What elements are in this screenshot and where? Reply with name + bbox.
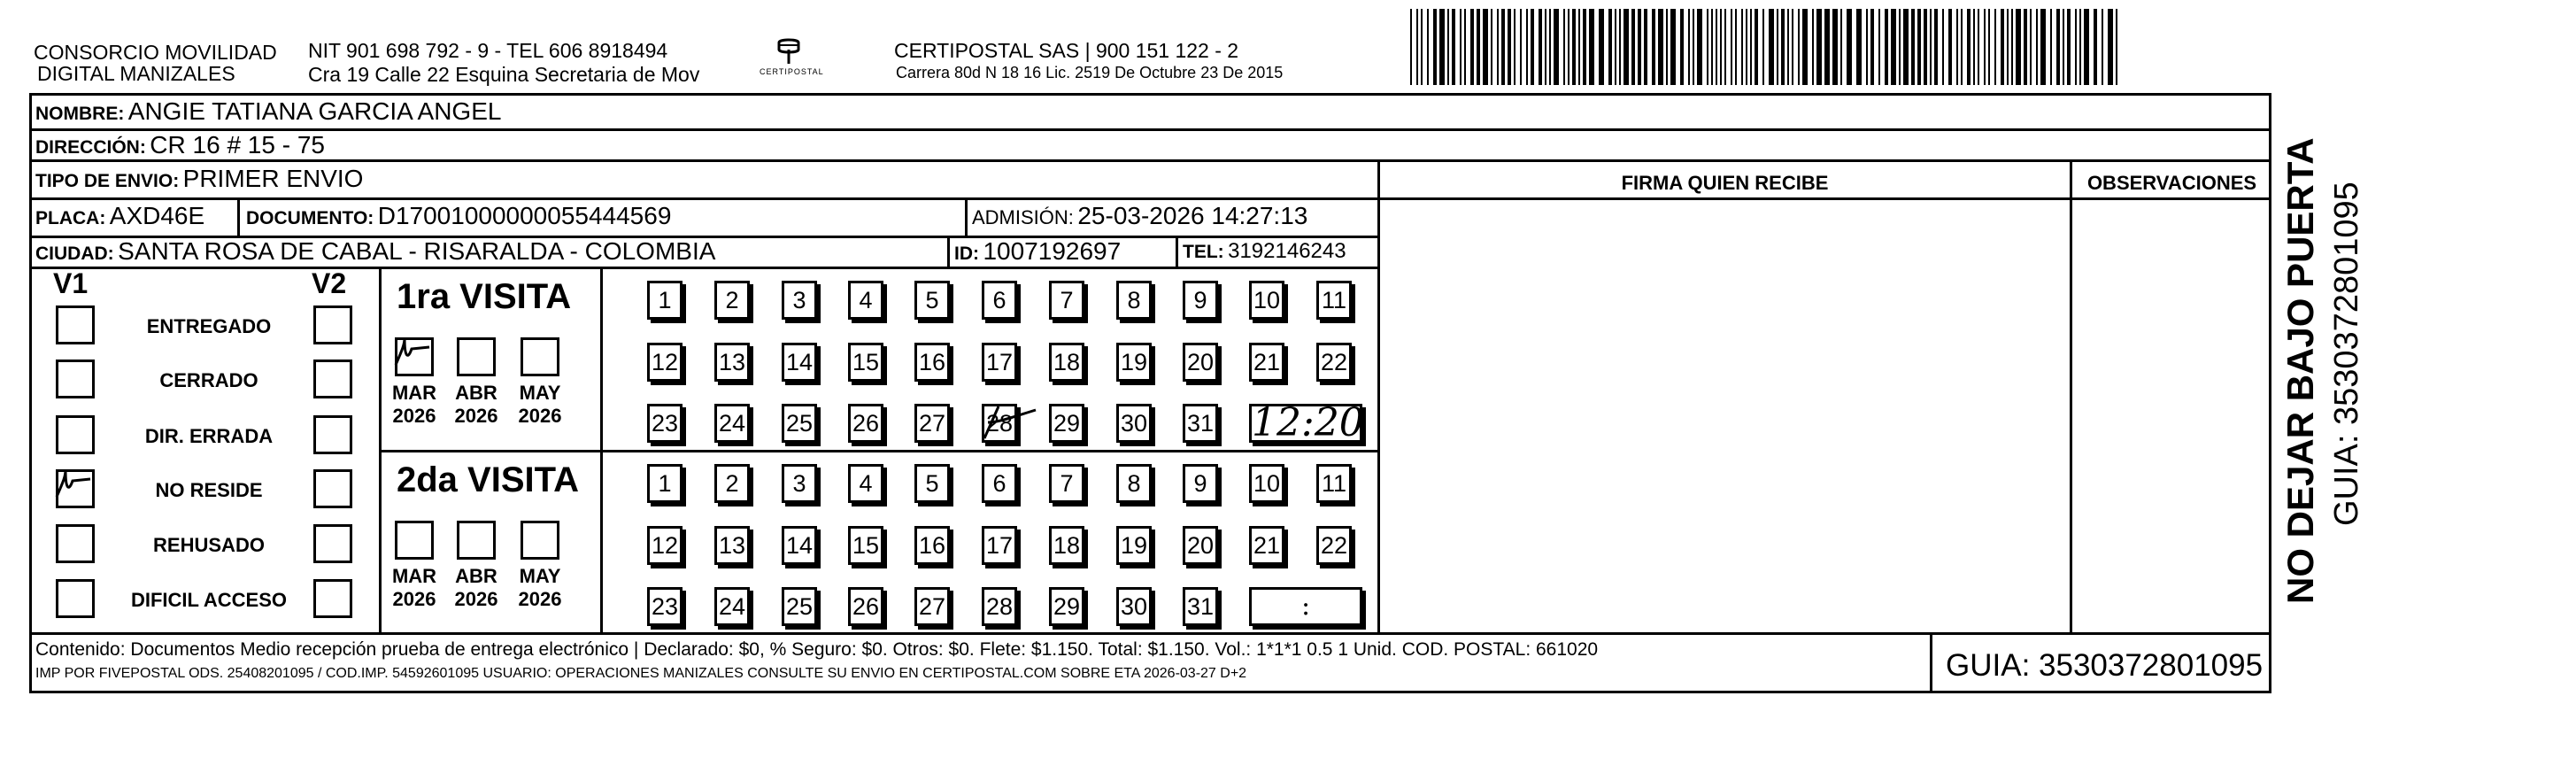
barcode-bar: [1514, 9, 1516, 85]
nombre-label: NOMBRE:: [35, 104, 125, 124]
barcode-bar: [1750, 9, 1752, 85]
barcode-bar: [1707, 9, 1708, 85]
barcode-bar: [1652, 9, 1655, 85]
v2-checkbox[interactable]: [313, 469, 352, 508]
month-checkbox[interactable]: [457, 337, 496, 376]
barcode-bar: [1741, 9, 1743, 85]
barcode-bar: [2050, 9, 2052, 85]
day-box[interactable]: 12: [647, 526, 683, 565]
day-box[interactable]: 7: [1049, 464, 1084, 503]
barcode-bar: [2075, 9, 2077, 85]
barcode-bar: [2079, 9, 2081, 85]
barcode-bar: [2102, 9, 2103, 85]
id-field: [954, 239, 1121, 264]
tipo-envio-label: TIPO DE ENVIO:: [35, 171, 180, 191]
courier-line2: Carrera 80d N 18 16 Lic. 2519 De Octubre 23 De 2015: [896, 64, 1284, 81]
barcode-bar: [1755, 9, 1758, 85]
barcode-bar: [2040, 9, 2046, 85]
status-option-label: NO RESIDE: [155, 479, 263, 501]
ciudad-label: CIUDAD:: [35, 244, 114, 264]
day-box[interactable]: 4: [848, 281, 883, 320]
tel-field: [1183, 241, 1346, 262]
v1-checkbox[interactable]: [56, 579, 95, 618]
barcode-bar: [1720, 9, 1722, 85]
barcode-bar: [1520, 9, 1522, 85]
month-label: [450, 382, 503, 428]
day-box[interactable]: 9: [1183, 281, 1218, 320]
barcode-bar: [1452, 9, 1455, 85]
nit-line: NIT 901 698 792 - 9 - TEL 606 8918494: [308, 39, 668, 62]
time-box[interactable]: 12:20: [1249, 404, 1362, 443]
barcode-bar: [1812, 9, 1814, 85]
footer-guia: GUIA: 3530372801095: [1946, 648, 2264, 683]
company-name-line2: DIGITAL MANIZALES: [37, 62, 235, 85]
barcode-bar: [1477, 9, 1480, 85]
barcode-bar: [1539, 9, 1542, 85]
barcode-bar: [1608, 9, 1612, 85]
day-box[interactable]: 31: [1183, 404, 1218, 443]
day-box[interactable]: 15: [848, 343, 883, 382]
barcode-bar: [1911, 9, 1915, 85]
day-box[interactable]: 26: [848, 587, 883, 626]
day-box[interactable]: 1: [647, 464, 683, 503]
barcode-bar: [1666, 9, 1668, 85]
day-box[interactable]: 4: [848, 464, 883, 503]
v2-checkbox[interactable]: [313, 579, 352, 618]
v1-checkbox[interactable]: [56, 415, 95, 454]
barcode-bar: [2001, 9, 2004, 85]
barcode-bar: [1615, 9, 1616, 85]
day-box[interactable]: 6: [982, 281, 1017, 320]
day-box[interactable]: 22: [1316, 343, 1352, 382]
barcode-bar: [2011, 9, 2013, 85]
day-box[interactable]: 26: [848, 404, 883, 443]
day-box[interactable]: 25: [782, 404, 817, 443]
observaciones-header: OBSERVACIONES: [2086, 172, 2257, 194]
barcode-bar: [1623, 9, 1629, 85]
barcode-bar: [1589, 9, 1594, 85]
day-box[interactable]: 1: [647, 281, 683, 320]
barcode-bar: [2094, 9, 2097, 85]
imp-line: IMP POR FIVEPOSTAL ODS. 25408201095 / COD.IMP. 54592601095 USUARIO: OPERACIONES MANIZALES CONSULTE SU ENVIO EN CERTIPOSTAL.COM SOBRE ETA 2026-03-27 D+2: [35, 666, 1247, 681]
day-box[interactable]: 14: [782, 343, 817, 382]
v2-header: V2: [312, 267, 347, 299]
barcode-bar: [1891, 9, 1896, 85]
day-box[interactable]: 5: [914, 464, 950, 503]
day-box[interactable]: 16: [914, 343, 950, 382]
ciudad-field: [35, 239, 715, 264]
day-box[interactable]: 18: [1049, 343, 1084, 382]
logo-text: CERTIPOSTAL: [760, 67, 824, 76]
day-box[interactable]: 21: [1249, 343, 1284, 382]
day-box[interactable]: 12: [647, 343, 683, 382]
side-guia: GUIA: 3530372801095: [2328, 182, 2365, 526]
barcode-bar: [1934, 9, 1938, 85]
month-label: [513, 565, 567, 611]
barcode-bar: [1792, 9, 1793, 85]
month-name: MAR: [391, 565, 437, 587]
barcode-bar: [1802, 9, 1808, 85]
barcode-bar: [2116, 9, 2117, 85]
admision-field: [972, 204, 1307, 228]
day-box[interactable]: 22: [1316, 526, 1352, 565]
no-dejar-bajo-puerta: NO DEJAR BAJO PUERTA: [2279, 137, 2321, 604]
month-year: 2026: [392, 588, 436, 610]
barcode-bar: [1978, 9, 1979, 85]
id-value: 1007192697: [983, 237, 1122, 265]
day-box[interactable]: 10: [1249, 281, 1284, 320]
barcode-bar: [1693, 9, 1694, 85]
barcode-bar: [1832, 9, 1838, 85]
day-box[interactable]: 27: [914, 587, 950, 626]
direccion-value: CR 16 # 15 - 75: [150, 131, 325, 159]
barcode-bar: [1427, 9, 1429, 85]
month-name: ABR: [455, 565, 497, 587]
barcode-bar: [1967, 9, 1971, 85]
barcode-bar: [1501, 9, 1505, 85]
day-box[interactable]: 20: [1183, 526, 1218, 565]
day-box[interactable]: 5: [914, 281, 950, 320]
id-label: ID:: [954, 244, 979, 264]
v1-checkbox[interactable]: [56, 360, 95, 398]
v2-checkbox[interactable]: [313, 360, 352, 398]
barcode-bar: [1549, 9, 1551, 85]
barcode-bar: [1508, 9, 1511, 85]
barcode-bar: [2108, 9, 2113, 85]
barcode-bar: [1583, 9, 1586, 85]
barcode-bar: [1994, 9, 1996, 85]
barcode-bar: [2056, 9, 2060, 85]
barcode-bar: [1526, 9, 1528, 85]
barcode-bar: [1847, 9, 1852, 85]
day-box[interactable]: 28: [982, 404, 1017, 443]
v1-checkbox[interactable]: [56, 305, 95, 344]
barcode-bar: [1460, 9, 1462, 85]
barcode-bar: [1917, 9, 1921, 85]
day-box[interactable]: 30: [1116, 587, 1152, 626]
barcode-bar: [1619, 9, 1621, 85]
time-box[interactable]: :: [1249, 587, 1362, 626]
barcode-bar: [1735, 9, 1737, 85]
barcode-bar: [1554, 9, 1559, 85]
day-box[interactable]: 11: [1316, 281, 1352, 320]
barcode-bar: [1568, 9, 1570, 85]
day-box[interactable]: 13: [714, 343, 750, 382]
barcode-bar: [1433, 9, 1437, 85]
barcode-bar: [1878, 9, 1880, 85]
admision-label: ADMISIÓN:: [972, 206, 1074, 228]
tipo-envio-field: [35, 166, 363, 191]
v1-checkbox[interactable]: [56, 524, 95, 563]
barcode-bar: [1798, 9, 1800, 85]
month-label: [450, 565, 503, 611]
visit-title: 2da VISITA: [397, 460, 579, 499]
barcode-bar: [1464, 9, 1466, 85]
barcode-bar: [1638, 9, 1641, 85]
nombre-value: ANGIE TATIANA GARCIA ANGEL: [127, 97, 502, 125]
barcode-bar: [2036, 9, 2038, 85]
barcode-bar: [1545, 9, 1546, 85]
barcode-bar: [2024, 9, 2027, 85]
barcode-bar: [1599, 9, 1604, 85]
day-box[interactable]: 17: [982, 526, 1017, 565]
month-checkbox[interactable]: [395, 521, 434, 560]
barcode-bar: [1572, 9, 1576, 85]
barcode-bar: [1563, 9, 1565, 85]
barcode-bar: [1578, 9, 1580, 85]
company-address-line: Cra 19 Calle 22 Esquina Secretaria de Mov: [308, 63, 700, 86]
month-checkbox[interactable]: [521, 337, 559, 376]
status-option-label: DIR. ERRADA: [144, 425, 274, 447]
barcode-bar: [1903, 9, 1909, 85]
barcode-bar: [1824, 9, 1830, 85]
month-year: 2026: [518, 588, 562, 610]
firma-header: FIRMA QUIEN RECIBE: [1621, 172, 1829, 194]
day-box[interactable]: 15: [848, 526, 883, 565]
barcode-bar: [1644, 9, 1647, 85]
barcode-bar: [1670, 9, 1676, 85]
barcode-bar: [2063, 9, 2064, 85]
month-year: 2026: [454, 588, 498, 610]
barcode-bar: [1658, 9, 1663, 85]
company-name-line1: CONSORCIO MOVILIDAD: [34, 41, 277, 64]
day-box[interactable]: 29: [1049, 404, 1084, 443]
barcode-bar: [1870, 9, 1874, 85]
barcode-bar: [1697, 9, 1702, 85]
day-box[interactable]: 27: [914, 404, 950, 443]
barcode-bar: [1483, 9, 1488, 85]
check-mark-icon: [53, 465, 94, 506]
admision-value: 25-03-2026 14:27:13: [1077, 202, 1308, 229]
v2-checkbox[interactable]: [313, 415, 352, 454]
barcode-bar: [1724, 9, 1726, 85]
barcode-bar: [1711, 9, 1713, 85]
month-name: ABR: [455, 382, 497, 404]
barcode-bar: [1470, 9, 1474, 85]
barcode-bar: [2084, 9, 2089, 85]
barcode-bar: [1531, 9, 1534, 85]
documento-value: D17001000000055444569: [377, 202, 672, 229]
ciudad-value: SANTA ROSA DE CABAL - RISARALDA - COLOMBIA: [118, 237, 716, 265]
documento-label: DOCUMENTO:: [246, 208, 374, 228]
barcode-bar: [1924, 9, 1927, 85]
barcode-bar: [1416, 9, 1418, 85]
day-box[interactable]: 10: [1249, 464, 1284, 503]
tel-label: TEL:: [1183, 242, 1224, 262]
check-mark-icon: [392, 333, 433, 374]
barcode-bar: [1421, 9, 1423, 85]
barcode-bar: [2016, 9, 2021, 85]
certipostal-logo-icon: [758, 37, 820, 83]
day-box[interactable]: 3: [782, 281, 817, 320]
day-box[interactable]: 23: [647, 587, 683, 626]
month-year: 2026: [518, 405, 562, 427]
barcode-bar: [1631, 9, 1635, 85]
nombre-field: [35, 99, 501, 124]
barcode-bar: [1866, 9, 1868, 85]
day-box[interactable]: 8: [1116, 464, 1152, 503]
month-label: [513, 382, 567, 428]
barcode-bar: [1787, 9, 1789, 85]
day-box[interactable]: 6: [982, 464, 1017, 503]
barcode-bar: [1762, 9, 1764, 85]
month-name: MAY: [519, 382, 561, 404]
day-box[interactable]: 23: [647, 404, 683, 443]
day-box[interactable]: 2: [714, 464, 750, 503]
placa-field: [35, 204, 204, 228]
barcode-bar: [1956, 9, 1958, 85]
barcode-bar: [1410, 9, 1412, 85]
v1-header: V1: [53, 267, 89, 299]
barcode-bar: [2067, 9, 2071, 85]
contenido-line: Contenido: Documentos Medio recepción prueba de entrega electrónico | Declarado: $0, % Seguro: $0. Otros: $0. Flete: $1.150. Total: $1.150. Vol.: 1*1*1 0.5 1 Unid. COD. POSTAL: 661020: [35, 639, 1599, 660]
day-box[interactable]: 20: [1183, 343, 1218, 382]
barcode-bar: [1930, 9, 1932, 85]
barcode-bar: [1961, 9, 1963, 85]
day-box[interactable]: 2: [714, 281, 750, 320]
month-year: 2026: [392, 405, 436, 427]
barcode-bar: [1973, 9, 1975, 85]
day-box[interactable]: 29: [1049, 587, 1084, 626]
observaciones-area[interactable]: [2073, 201, 2270, 631]
day-box[interactable]: 13: [714, 526, 750, 565]
day-box[interactable]: 30: [1116, 404, 1152, 443]
direccion-field: [35, 133, 325, 158]
barcode-bar: [1885, 9, 1888, 85]
status-option-label: DIFICIL ACCESO: [130, 589, 287, 611]
status-option-label: REHUSADO: [153, 534, 265, 556]
visit-title: 1ra VISITA: [397, 277, 572, 316]
certipostal-logo: [758, 37, 824, 83]
v2-checkbox[interactable]: [313, 305, 352, 344]
v2-checkbox[interactable]: [313, 524, 352, 563]
month-label: [388, 382, 441, 428]
day-box[interactable]: 31: [1183, 587, 1218, 626]
month-year: 2026: [454, 405, 498, 427]
month-checkbox[interactable]: [395, 337, 434, 376]
day-box[interactable]: 19: [1116, 526, 1152, 565]
barcode-bar: [1769, 9, 1774, 85]
barcode-bar: [1948, 9, 1952, 85]
barcode-bar: [1781, 9, 1785, 85]
barcode-bar: [2030, 9, 2032, 85]
day-box[interactable]: 25: [782, 587, 817, 626]
barcode-bar: [1899, 9, 1901, 85]
barcode: [1410, 9, 2122, 85]
direccion-label: DIRECCIÓN:: [35, 137, 146, 158]
month-name: MAR: [391, 382, 437, 404]
courier-line1: CERTIPOSTAL SAS | 900 151 122 - 2: [894, 39, 1239, 62]
day-box[interactable]: 24: [714, 404, 750, 443]
placa-label: PLACA:: [35, 208, 106, 228]
day-box[interactable]: 18: [1049, 526, 1084, 565]
barcode-bar: [1439, 9, 1445, 85]
day-box[interactable]: 8: [1116, 281, 1152, 320]
day-box[interactable]: 7: [1049, 281, 1084, 320]
documento-field: [246, 204, 671, 228]
barcode-bar: [2007, 9, 2009, 85]
barcode-bar: [1942, 9, 1944, 85]
barcode-bar: [1988, 9, 1990, 85]
day-box[interactable]: 14: [782, 526, 817, 565]
v1-checkbox[interactable]: [56, 469, 95, 508]
barcode-bar: [1731, 9, 1732, 85]
day-box[interactable]: 9: [1183, 464, 1218, 503]
tipo-envio-value: PRIMER ENVIO: [182, 165, 364, 192]
month-label: [388, 565, 441, 611]
month-checkbox[interactable]: [521, 521, 559, 560]
barcode-bar: [1746, 9, 1747, 85]
barcode-bar: [1816, 9, 1822, 85]
day-box[interactable]: 11: [1316, 464, 1352, 503]
day-box[interactable]: 17: [982, 343, 1017, 382]
barcode-bar: [1840, 9, 1842, 85]
day-box[interactable]: 3: [782, 464, 817, 503]
barcode-bar: [1716, 9, 1717, 85]
barcode-bar: [1447, 9, 1449, 85]
firma-area[interactable]: [1381, 201, 2068, 631]
status-option-label: CERRADO: [159, 369, 258, 391]
barcode-bar: [1497, 9, 1499, 85]
month-name: MAY: [519, 565, 561, 587]
barcode-bar: [1491, 9, 1492, 85]
barcode-bar: [1856, 9, 1862, 85]
day-box[interactable]: 28: [982, 587, 1017, 626]
day-box[interactable]: 16: [914, 526, 950, 565]
barcode-bar: [1688, 9, 1690, 85]
day-box[interactable]: 24: [714, 587, 750, 626]
tel-value: 3192146243: [1228, 239, 1346, 263]
month-checkbox[interactable]: [457, 521, 496, 560]
day-box[interactable]: 19: [1116, 343, 1152, 382]
day-box[interactable]: 21: [1249, 526, 1284, 565]
day-strike-mark: [981, 403, 1034, 444]
placa-value: AXD46E: [109, 202, 205, 229]
barcode-bar: [1984, 9, 1986, 85]
status-option-label: ENTREGADO: [146, 315, 272, 337]
barcode-bar: [1777, 9, 1778, 85]
barcode-bar: [1680, 9, 1684, 85]
